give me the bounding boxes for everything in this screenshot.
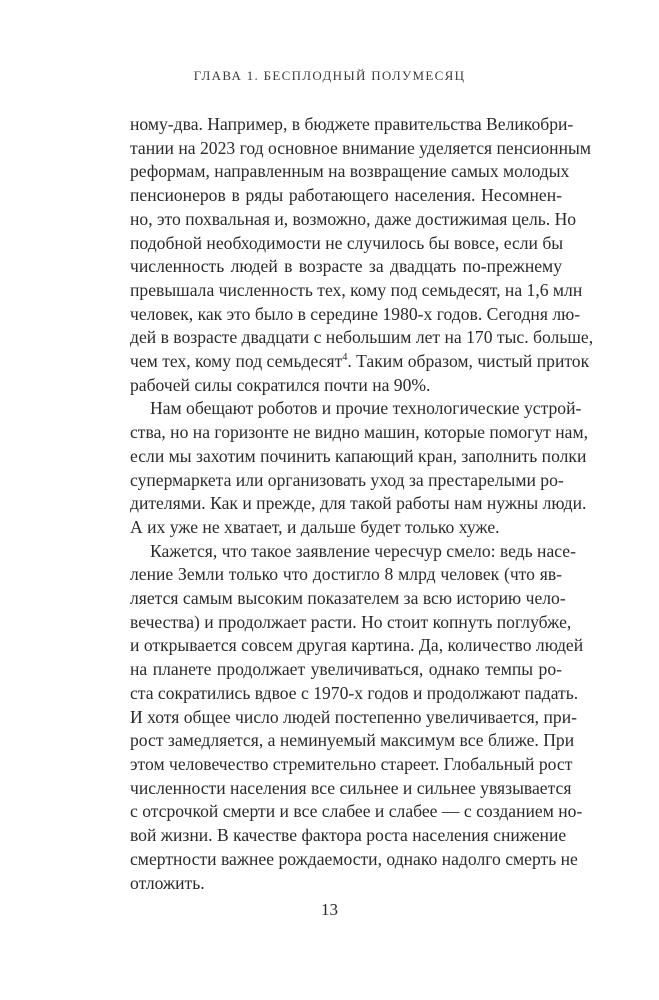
text-line: тании на 2023 год основное внимание уделяется пенсионным [130, 137, 591, 158]
text-line: но, это похвальная и, возможно, даже достижимая цель. Но [130, 208, 577, 229]
text-line: А их уже не хватает, и дальше будет только хуже. [130, 516, 500, 537]
text-line: численность людей в возрасте за двадцать по-прежнему [130, 256, 562, 277]
text-line: чем тех, кому под семьдесят$^4$. Таким образом, чистый приток [130, 351, 590, 372]
text-line: смертности важнее рождаемости, однако надолго смерть не [130, 848, 578, 869]
text-line: отложить. [130, 872, 205, 893]
text-line: Кажется, что такое заявление чересчур смело: ведь насе- [150, 540, 576, 561]
text-line: численности населения все сильнее и сильнее увязывается [130, 777, 572, 798]
text-line: человек, как это было в середине 1980-х годов. Сегодня лю- [130, 303, 581, 324]
text-line: пенсионеров в ряды работающего населения. Несомнен- [130, 185, 562, 206]
text-line: на планете продолжает увеличиваться, однако темпы ро- [130, 659, 562, 680]
text-line: вой жизни. В качестве фактора роста населения снижение [130, 825, 567, 846]
running-header: ГЛАВА 1. БЕСПЛОДНЫЙ ПОЛУМЕСЯЦ [193, 68, 466, 83]
text-line: Нам обещают роботов и прочие технологические устрой- [150, 398, 582, 419]
paragraph [130, 113, 594, 397]
text-line: ства, но на горизонте не видно машин, которые помогут нам, [130, 422, 589, 443]
footnote-marker[interactable]: 4 [342, 352, 348, 364]
text-line: вечества) и продолжает расти. Но стоит копнуть поглубже, [130, 611, 572, 632]
text-line: реформам, направленным на возвращение самых молодых [130, 161, 570, 182]
text-line: ному-два. Например, в бюджете правительства Великобри- [130, 114, 574, 134]
text-line: с отсрочкой смерти и все слабее и слабее — с созданием но- [130, 801, 583, 822]
text-line: и открывается совсем другая картина. Да, количество людей [130, 635, 584, 656]
text-line: превышала численность тех, кому под семьдесят, на 1,6 млн [130, 279, 583, 300]
page-number: 13 [321, 900, 338, 919]
text-line: ляется самым высоким показателем за всю историю чело- [130, 588, 566, 609]
body-text [130, 113, 594, 895]
text-line: И хотя общее число людей постепенно увеличивается, при- [130, 706, 577, 727]
text-line: если мы захотим починить капающий кран, заполнить полки [130, 445, 587, 466]
text-line: дителями. Как и прежде, для такой работы нам нужны люди. [130, 493, 587, 514]
text-line: рост замедляется, а неминуемый максимум все ближе. При [130, 730, 575, 751]
text-line: рабочей силы сократился почти на 90%. [130, 374, 431, 395]
text-line: супермаркета или организовать уход за престарелыми ро- [130, 469, 564, 490]
paragraph [130, 540, 584, 896]
text-line: ста сократились вдвое с 1970-х годов и продолжают падать. [130, 682, 579, 703]
text-line: этом человечество стремительно стареет. Глобальный рост [130, 753, 573, 774]
paragraph [130, 397, 589, 539]
text-line: дей в возрасте двадцати с небольшим лет на 170 тыс. больше, [130, 327, 594, 348]
text-line: ление Земли только что достигло 8 млрд человек (что яв- [130, 564, 562, 585]
text-line: подобной необходимости не случилось бы вовсе, если бы [130, 232, 564, 253]
